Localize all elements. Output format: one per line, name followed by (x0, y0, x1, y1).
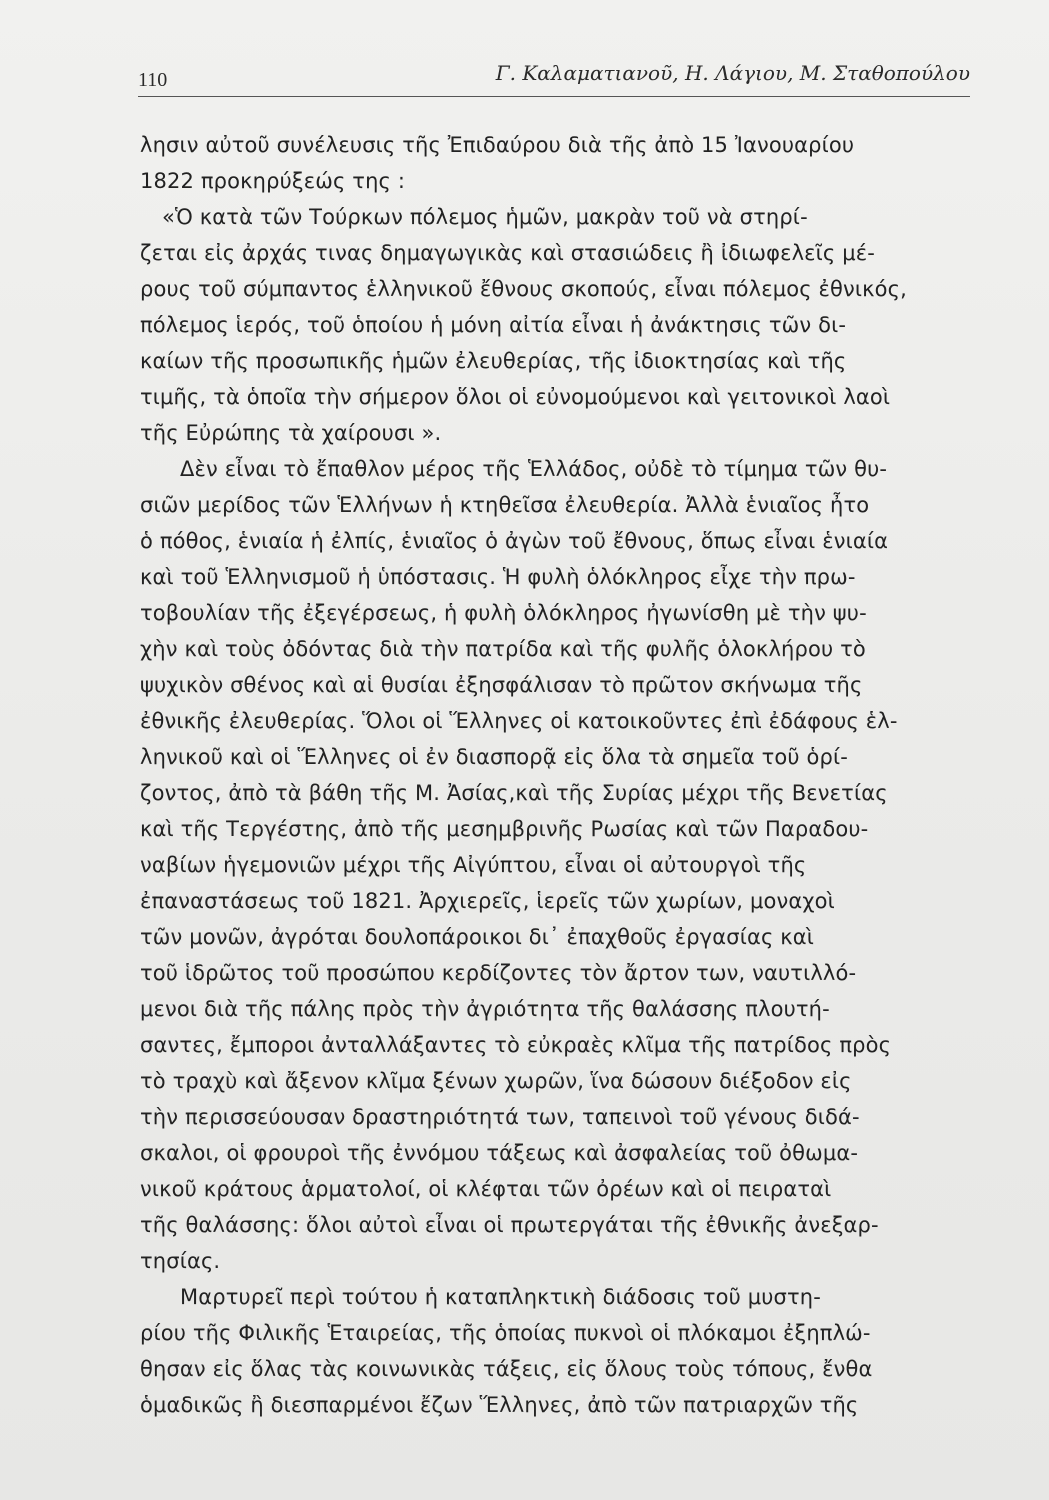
text-line: τησίας. (140, 1249, 221, 1273)
text-line: ψυχικὸν σθένος καὶ αἱ θυσίαι ἐξησφάλισαν τὸ πρῶτον σκήνωμα τῆς (140, 673, 863, 697)
quote-line: τῆς Εὐρώπης τὰ χαίρουσι ». (140, 421, 442, 445)
quote-line: τιμῆς, τὰ ὁποῖα τὴν σήμερον ὅλοι οἱ εὐνομούμενοι καὶ γειτονικοὶ λαοὶ (140, 385, 891, 409)
text-line: σκαλοι, οἱ φρουροὶ τῆς ἐννόμου τάξεως καὶ ἀσφαλείας τοῦ ὀθωμα- (140, 1141, 859, 1165)
text-line: νικοῦ κράτους ἁρματολοί, οἱ κλέφται τῶν ὀρέων καὶ οἱ πειραταὶ (140, 1177, 832, 1201)
text-line: τὸ τραχὺ καὶ ἄξενον κλῖμα ξένων χωρῶν, ἵνα δώσουν διέξοδον εἰς (140, 1069, 852, 1093)
text-line: λησιν αὐτοῦ συνέλευσις τῆς Ἐπιδαύρου διὰ τῆς ἀπὸ 15 Ἰανουαρίου (140, 133, 855, 157)
text-line: χὴν καὶ τοὺς ὀδόντας διὰ τὴν πατρίδα καὶ τῆς φυλῆς ὁλοκλήρου τὸ (140, 637, 866, 661)
text-line: ναβίων ἡγεμονιῶν μέχρι τῆς Αἰγύπτου, εἶναι οἱ αὐτουργοὶ τῆς (140, 853, 807, 877)
quote-line: ρους τοῦ σύμπαντος ἑλληνικοῦ ἔθνους σκοπούς, εἶναι πόλεμος ἐθνικός, (140, 277, 907, 301)
text-line: τῶν μονῶν, ἀγρόται δουλοπάροικοι δι᾽ ἐπαχθοῦς ἐργασίας καὶ (140, 925, 815, 949)
text-line: ρίου τῆς Φιλικῆς Ἑταιρείας, τῆς ὁποίας πυκνοὶ οἱ πλόκαμοι ἐξηπλώ- (140, 1321, 871, 1345)
text-line: ζοντος, ἀπὸ τὰ βάθη τῆς Μ. Ἀσίας,καὶ τῆς Συρίας μέχρι τῆς Βενετίας (140, 781, 888, 805)
running-head: Γ. Καλαματιανοῦ, Η. Λάγιου, Μ. Σταθοπούλου (495, 61, 970, 85)
text-line: καὶ τῆς Τεργέστης, ἀπὸ τῆς μεσημβρινῆς Ρωσίας καὶ τῶν Παραδου- (140, 817, 869, 841)
quote-line: ζεται εἰς ἀρχάς τινας δημαγωγικὰς καὶ στασιώδεις ἢ ἰδιωφελεῖς μέ- (140, 241, 875, 265)
quote-line: πόλεμος ἱερός, τοῦ ὁποίου ἡ μόνη αἰτία εἶναι ἡ ἀνάκτησις τῶν δι- (140, 313, 847, 337)
text-line: σιῶν μερίδος τῶν Ἑλλήνων ἡ κτηθεῖσα ἐλευθερία. Ἀλλὰ ἑνιαῖος ἦτο (140, 493, 870, 517)
page-number: 110 (138, 69, 168, 91)
header-rule (138, 96, 970, 97)
text-line: ὁ πόθος, ἑνιαία ἡ ἐλπίς, ἑνιαῖος ὁ ἀγὼν τοῦ ἔθνους, ὅπως εἶναι ἑνιαία (140, 529, 889, 553)
text-line: θησαν εἰς ὅλας τὰς κοινωνικὰς τάξεις, εἰς ὅλους τοὺς τόπους, ἔνθα (140, 1357, 873, 1381)
text-line: ληνικοῦ καὶ οἱ Ἕλληνες οἱ ἐν διασπορᾷ εἰς ὅλα τὰ σημεῖα τοῦ ὁρί- (140, 745, 848, 769)
text-line: ἐθνικῆς ἐλευθερίας. Ὅλοι οἱ Ἕλληνες οἱ κατοικοῦντες ἐπὶ ἐδάφους ἑλ- (140, 709, 898, 733)
page-header (138, 55, 970, 95)
text-line: μενοι διὰ τῆς πάλης πρὸς τὴν ἀγριότητα τῆς θαλάσσης πλουτή- (140, 997, 830, 1021)
quote-line: «Ὁ κατὰ τῶν Τούρκων πόλεμος ἡμῶν, μακρὰν τοῦ νὰ στηρί- (162, 205, 808, 229)
text-line: ὁμαδικῶς ἢ διεσπαρμένοι ἔζων Ἕλληνες, ἀπὸ τῶν πατριαρχῶν τῆς (140, 1393, 859, 1417)
text-line: 1822 προκηρύξεώς της : (140, 169, 406, 193)
paragraph-start-line: Μαρτυρεῖ περὶ τούτου ἡ καταπληκτικὴ διάδοσις τοῦ μυστη- (180, 1285, 821, 1309)
text-line: τοῦ ἱδρῶτος τοῦ προσώπου κερδίζοντες τὸν ἄρτον των, ναυτιλλό- (140, 961, 857, 985)
body-text (140, 127, 980, 1423)
text-line: τοβουλίαν τῆς ἐξεγέρσεως, ἡ φυλὴ ὁλόκληρος ἠγωνίσθη μὲ τὴν ψυ- (140, 601, 867, 625)
text-line: σαντες, ἔμποροι ἀνταλλάξαντες τὸ εὐκραὲς κλῖμα τῆς πατρίδος πρὸς (140, 1033, 892, 1057)
text-line: ἐπαναστάσεως τοῦ 1821. Ἀρχιερεῖς, ἱερεῖς τῶν χωρίων, μοναχοὶ (140, 889, 835, 913)
text-line: τὴν περισσεύουσαν δραστηριότητά των, ταπεινοὶ τοῦ γένους διδά- (140, 1105, 860, 1129)
paragraph-start-line: Δὲν εἶναι τὸ ἔπαθλον μέρος τῆς Ἑλλάδος, οὐδὲ τὸ τίμημα τῶν θυ- (180, 457, 888, 481)
text-line: καὶ τοῦ Ἑλληνισμοῦ ἡ ὑπόστασις. Ἡ φυλὴ ὁλόκληρος εἶχε τὴν πρω- (140, 565, 856, 589)
text-line: τῆς θαλάσσης: ὅλοι αὐτοὶ εἶναι οἱ πρωτεργάται τῆς ἐθνικῆς ἀνεξαρ- (140, 1213, 879, 1237)
quote-line: καίων τῆς προσωπικῆς ἡμῶν ἐλευθερίας, τῆς ἰδιοκτησίας καὶ τῆς (140, 349, 847, 373)
